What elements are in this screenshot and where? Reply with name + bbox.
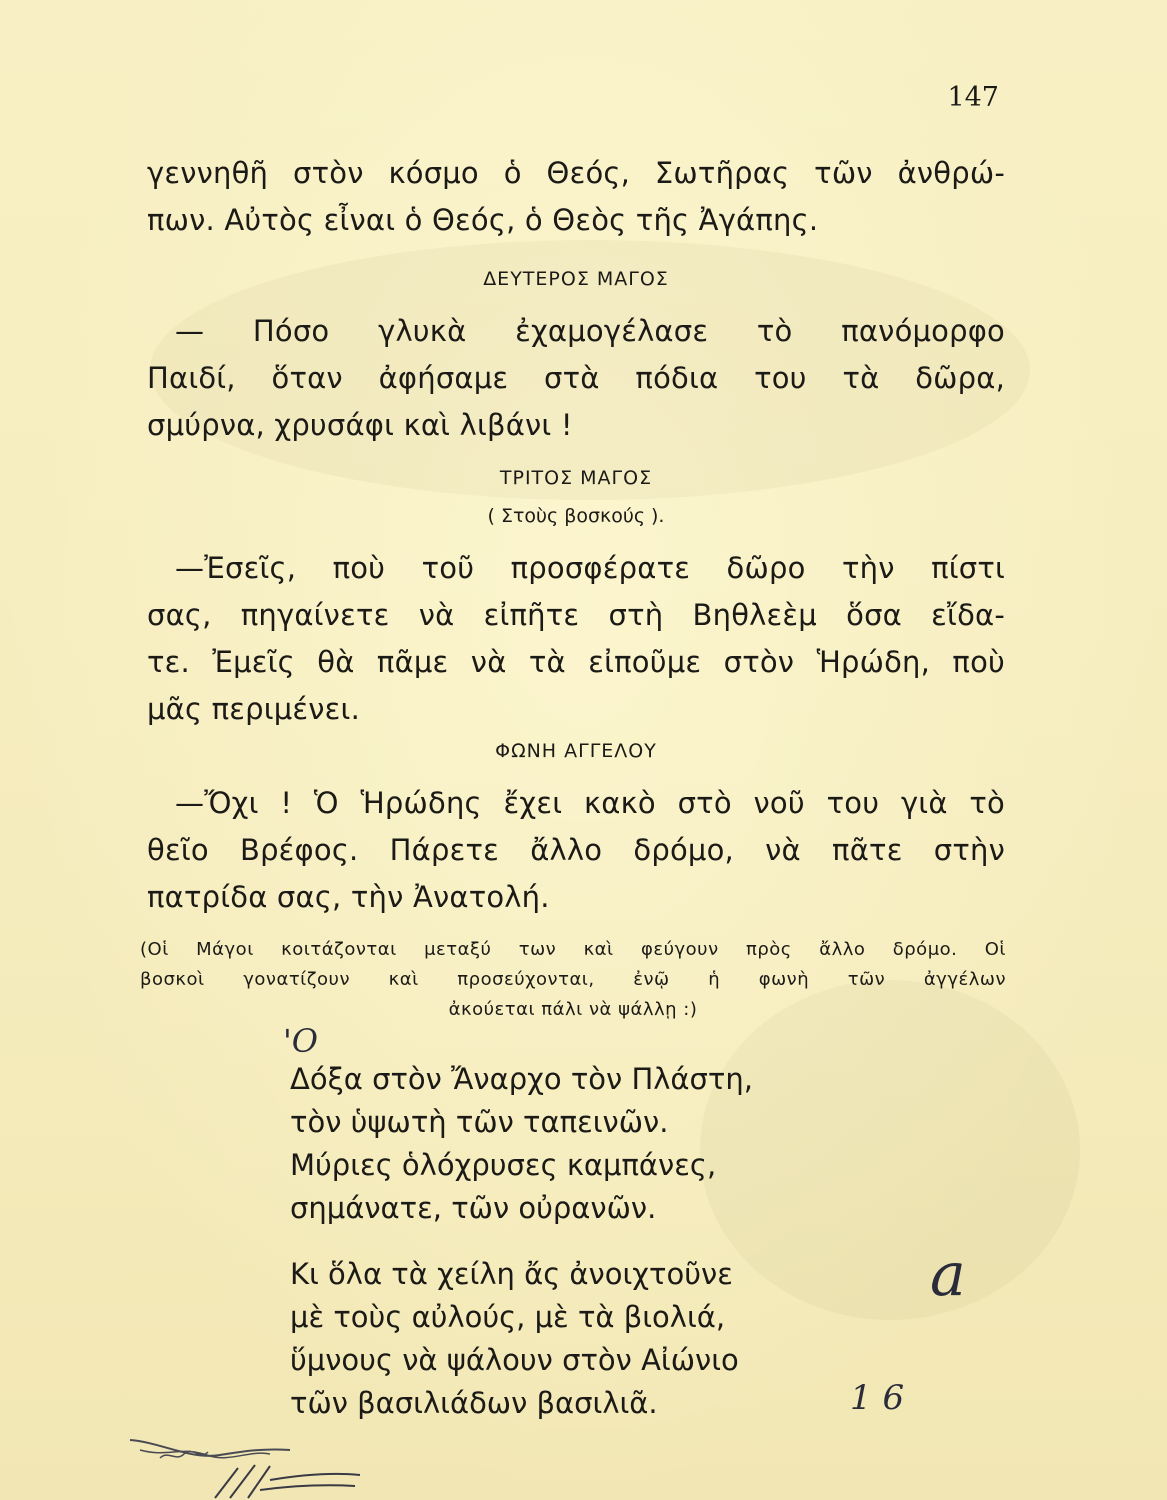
handwritten-mark: a: [930, 1240, 966, 1310]
text-line: τε. Ἐμεῖς θὰ πᾶμε νὰ τὰ εἰποῦμε στὸν Ἡρώδη, ποὺ: [147, 645, 1005, 679]
text-line: γεννηθῆ στὸν κόσμο ὁ Θεός, Σωτῆρας τῶν ἀνθρώ-: [147, 156, 1005, 190]
verse-stanza: [290, 1253, 890, 1425]
verse-line: τὸν ὑψωτὴ τῶν ταπεινῶν.: [290, 1105, 669, 1139]
verse-line: Δόξα στὸν Ἄναρχο τὸν Πλάστη,: [290, 1062, 753, 1096]
text-line: πατρίδα σας, τὴν Ἀνατολή.: [147, 880, 550, 914]
text-line: — Πόσο γλυκὰ ἐχαμογέλασε τὸ πανόμορφο: [175, 314, 1005, 348]
speaker-heading: ΤΡΙΤΟΣ ΜΑΓΟΣ: [499, 467, 653, 489]
speaker-heading: ΔΕΥΤΕΡΟΣ ΜΑΓΟΣ: [483, 268, 669, 290]
text-line: Παιδί, ὅταν ἀφήσαμε στὰ πόδια του τὰ δῶρα,: [147, 361, 1005, 395]
text-line: σας, πηγαίνετε νὰ εἰπῆτε στὴ Βηθλεὲμ ὅσα εἴδα-: [147, 598, 1005, 632]
pencil-scribble-icon: [120, 1420, 380, 1500]
text-line: πων. Αὐτὸς εἶναι ὁ Θεός, ὁ Θεὸς τῆς Ἀγάπης.: [147, 203, 819, 237]
text-line: μᾶς περιμένει.: [147, 692, 360, 726]
verse-line: τῶν βασιλιάδων βασιλιᾶ.: [290, 1386, 658, 1420]
verse-stanza: [290, 1058, 890, 1230]
text-line: (Οἱ Μάγοι κοιτάζονται μεταξύ των καὶ φεύγουν πρὸς ἄλλο δρόμο. Οἱ: [140, 939, 1006, 960]
dialogue-paragraph: [147, 308, 1005, 449]
text-line: —Ἐσεῖς, ποὺ τοῦ προσφέρατε δῶρο τὴν πίστι: [175, 551, 1005, 585]
dialogue-paragraph: [147, 780, 1005, 921]
stage-direction: [140, 935, 1006, 1025]
text-line: —Ὄχι ! Ὁ Ἡρώδης ἔχει κακὸ στὸ νοῦ του γιὰ τὸ: [175, 786, 1005, 820]
verse-line: μὲ τοὺς αὐλούς, μὲ τὰ βιολιά,: [290, 1300, 726, 1334]
verse-line: ὕμνους νὰ ψάλουν στὸν Αἰώνιο: [290, 1343, 739, 1377]
text-line: σμύρνα, χρυσάφι καὶ λιβάνι !: [147, 408, 573, 442]
opening-paragraph: [147, 150, 1005, 244]
verse-line: σημάνατε, τῶν οὐρανῶν.: [290, 1191, 657, 1225]
dialogue-paragraph: [147, 545, 1005, 733]
page-number: 147: [947, 82, 999, 113]
text-line: βοσκοὶ γονατίζουν καὶ προσεύχονται, ἐνῷ ἡ φωνὴ τῶν ἀγγέλων: [140, 969, 1006, 990]
handwritten-mark: 1 6: [850, 1378, 905, 1418]
text-line: ἀκούεται πάλι νὰ ψάλλῃ :): [448, 999, 698, 1020]
text-line: θεῖο Βρέφος. Πάρετε ἄλλο δρόμο, νὰ πᾶτε στὴν: [147, 833, 1005, 867]
handwritten-mark: 'O: [283, 1022, 319, 1060]
speaker-heading: ΦΩΝΗ ΑΓΓΕΛΟΥ: [495, 740, 657, 762]
verse-line: Μύριες ὁλόχρυσες καμπάνες,: [290, 1148, 717, 1182]
verse-line: Κι ὅλα τὰ χείλη ἄς ἀνοιχτοῦνε: [290, 1257, 733, 1291]
stage-direction-short: ( Στοὺς βοσκούς ).: [487, 505, 665, 527]
